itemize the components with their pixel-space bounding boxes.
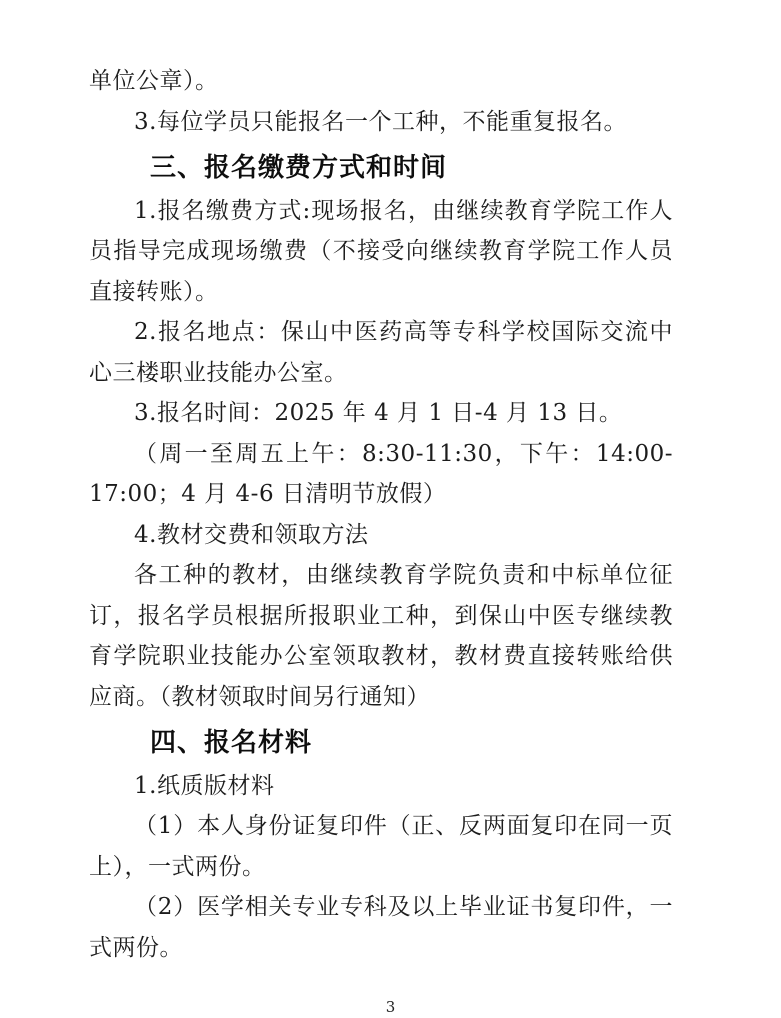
paragraph-payment-method: 1.报名缴费方式:现场报名，由继续教育学院工作人员指导完成现场缴费（不接受向继续教育学院工作人员直接转账）。 [89,197,673,305]
paragraph-id-copy: （1）本人身份证复印件（正、反两面复印在同一页上），一式两份。 [89,813,673,880]
paragraph-office-hours: （周一至周五上午：8:30-11:30，下午：14:00-17:00；4 月 4-6 日清明节放假） [89,440,673,507]
paragraph-one-trade-rule: 3.每位学员只能报名一个工种，不能重复报名。 [134,108,627,135]
paragraph-registration-time: 3.报名时间：2025 年 4 月 1 日-4 月 13 日。 [134,400,623,426]
page-number: 3 [385,998,396,1016]
paragraph-unit-seal: 单位公章）。 [89,68,219,94]
paragraph-textbook-method-title: 4.教材交费和领取方法 [134,521,369,548]
paragraph-registration-location: 2.报名地点：保山中医药高等专科学校国际交流中心三楼职业技能办公室。 [89,319,673,386]
document-body [89,0,673,968]
section-heading-payment-method: 三、报名缴费方式和时间 [150,153,448,183]
paragraph-diploma-copy: （2）医学相关专业专科及以上毕业证书复印件，一式两份。 [89,894,673,961]
paragraph-textbook-details: 各工种的教材，由继续教育学院负责和中标单位征订，报名学员根据所报职业工种，到保山中医专继续教育学院职业技能办公室领取教材，教材费直接转账给供应商。（教材领取时间另行通知） [89,562,673,710]
section-heading-materials: 四、报名材料 [150,728,313,758]
paragraph-paper-materials-title: 1.纸质版材料 [134,772,275,799]
